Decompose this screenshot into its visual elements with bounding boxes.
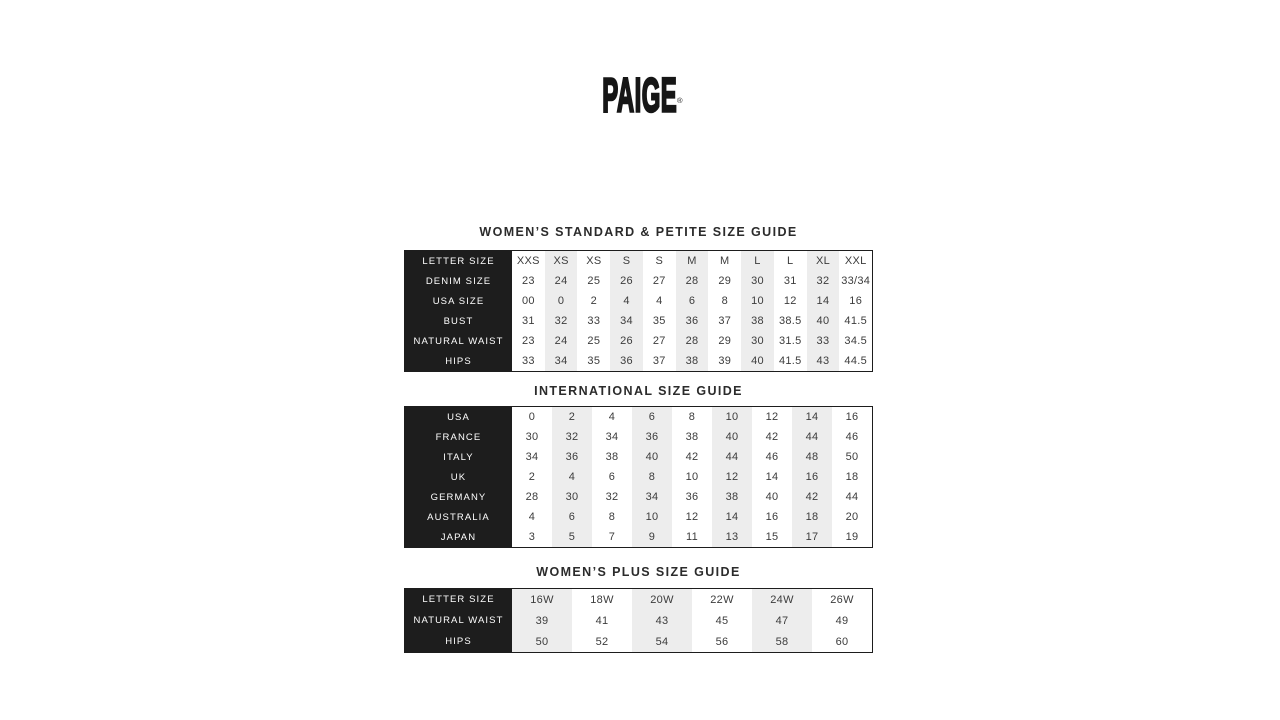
size-cell: 11 bbox=[672, 527, 712, 547]
size-cell: 2 bbox=[577, 291, 610, 311]
size-cell: 38 bbox=[676, 351, 709, 371]
size-cell: 34 bbox=[512, 447, 552, 467]
size-cell: 18 bbox=[832, 467, 872, 487]
size-cell: L bbox=[741, 251, 774, 271]
size-cell: 10 bbox=[632, 507, 672, 527]
size-cell: 38 bbox=[592, 447, 632, 467]
size-cell: 39 bbox=[708, 351, 741, 371]
size-cell: M bbox=[676, 251, 709, 271]
size-cell: 44 bbox=[712, 447, 752, 467]
size-cell: 13 bbox=[712, 527, 752, 547]
size-cell: 40 bbox=[712, 427, 752, 447]
table-row bbox=[405, 467, 872, 487]
size-cell: 32 bbox=[552, 427, 592, 447]
size-cell: 30 bbox=[552, 487, 592, 507]
size-cell: 16 bbox=[752, 507, 792, 527]
size-cell: XXL bbox=[839, 251, 872, 271]
size-cell: 37 bbox=[708, 311, 741, 331]
table-row bbox=[405, 331, 872, 351]
size-cell: 34.5 bbox=[839, 331, 872, 351]
size-cell: 24W bbox=[752, 589, 812, 610]
size-cell: 0 bbox=[545, 291, 578, 311]
size-cell: M bbox=[708, 251, 741, 271]
size-cell: 4 bbox=[610, 291, 643, 311]
row-label: JAPAN bbox=[405, 527, 512, 547]
size-cell: 28 bbox=[512, 487, 552, 507]
row-label: DENIM SIZE bbox=[405, 271, 512, 291]
row-label: HIPS bbox=[405, 351, 512, 371]
row-label: NATURAL WAIST bbox=[405, 610, 512, 631]
size-cell: 38 bbox=[672, 427, 712, 447]
size-cell: 58 bbox=[752, 631, 812, 652]
brand-logo[interactable] bbox=[0, 67, 1280, 123]
size-cell: 41.5 bbox=[774, 351, 807, 371]
size-cell: 12 bbox=[774, 291, 807, 311]
size-cell: 12 bbox=[672, 507, 712, 527]
size-cell: 17 bbox=[792, 527, 832, 547]
size-cell: XS bbox=[545, 251, 578, 271]
plus-guide-title: WOMEN’S PLUS SIZE GUIDE bbox=[536, 565, 741, 579]
size-cell: 3 bbox=[512, 527, 552, 547]
size-cell: 14 bbox=[752, 467, 792, 487]
size-cell: 43 bbox=[632, 610, 692, 631]
size-cell: 24 bbox=[545, 271, 578, 291]
size-cell: 50 bbox=[832, 447, 872, 467]
brand-logo-text: PAIGE bbox=[602, 67, 678, 123]
size-cell: 52 bbox=[572, 631, 632, 652]
row-label: USA bbox=[405, 407, 512, 427]
size-cell: 12 bbox=[712, 467, 752, 487]
size-cell: XS bbox=[577, 251, 610, 271]
size-cell: S bbox=[610, 251, 643, 271]
size-cell: 16 bbox=[832, 407, 872, 427]
size-cell: 32 bbox=[807, 271, 840, 291]
row-label: NATURAL WAIST bbox=[405, 331, 512, 351]
size-cell: 29 bbox=[708, 331, 741, 351]
row-label: LETTER SIZE bbox=[405, 589, 512, 610]
table-row bbox=[405, 291, 872, 311]
size-cell: 00 bbox=[512, 291, 545, 311]
size-cell: 10 bbox=[672, 467, 712, 487]
size-cell: 36 bbox=[632, 427, 672, 447]
size-cell: 44.5 bbox=[839, 351, 872, 371]
table-row bbox=[405, 507, 872, 527]
size-cell: 33 bbox=[512, 351, 545, 371]
size-cell: 26W bbox=[812, 589, 872, 610]
size-cell: 40 bbox=[752, 487, 792, 507]
size-cell: 16 bbox=[839, 291, 872, 311]
size-cell: 40 bbox=[807, 311, 840, 331]
size-cell: 26 bbox=[610, 331, 643, 351]
row-label: GERMANY bbox=[405, 487, 512, 507]
size-cell: 30 bbox=[741, 271, 774, 291]
table-row bbox=[405, 487, 872, 507]
size-cell: 38 bbox=[712, 487, 752, 507]
international-guide-title: INTERNATIONAL SIZE GUIDE bbox=[534, 384, 743, 398]
size-cell: 42 bbox=[672, 447, 712, 467]
size-cell: 2 bbox=[512, 467, 552, 487]
size-cell: 32 bbox=[592, 487, 632, 507]
size-cell: 31.5 bbox=[774, 331, 807, 351]
size-cell: 50 bbox=[512, 631, 572, 652]
size-cell: XXS bbox=[512, 251, 545, 271]
size-cell: 40 bbox=[632, 447, 672, 467]
size-cell: 7 bbox=[592, 527, 632, 547]
size-cell: 32 bbox=[545, 311, 578, 331]
size-cell: 36 bbox=[672, 487, 712, 507]
size-cell: 40 bbox=[741, 351, 774, 371]
size-cell: 6 bbox=[592, 467, 632, 487]
size-cell: 6 bbox=[552, 507, 592, 527]
size-cell: 28 bbox=[676, 271, 709, 291]
size-cell: 22W bbox=[692, 589, 752, 610]
table-row bbox=[405, 251, 872, 271]
table-row bbox=[405, 407, 872, 427]
row-label: ITALY bbox=[405, 447, 512, 467]
size-cell: 47 bbox=[752, 610, 812, 631]
size-cell: 8 bbox=[672, 407, 712, 427]
size-cell: 33 bbox=[577, 311, 610, 331]
table-row bbox=[405, 311, 872, 331]
size-cell: 23 bbox=[512, 331, 545, 351]
size-cell: 24 bbox=[545, 331, 578, 351]
size-cell: 44 bbox=[832, 487, 872, 507]
size-cell: 43 bbox=[807, 351, 840, 371]
size-cell: 42 bbox=[792, 487, 832, 507]
size-cell: 36 bbox=[552, 447, 592, 467]
size-cell: 48 bbox=[792, 447, 832, 467]
size-cell: 28 bbox=[676, 331, 709, 351]
size-cell: 14 bbox=[712, 507, 752, 527]
standard-petite-size-table bbox=[404, 250, 873, 372]
size-cell: 35 bbox=[577, 351, 610, 371]
size-cell: 37 bbox=[643, 351, 676, 371]
size-cell: 4 bbox=[552, 467, 592, 487]
size-cell: 46 bbox=[832, 427, 872, 447]
size-cell: 14 bbox=[792, 407, 832, 427]
table-row bbox=[405, 427, 872, 447]
size-cell: 44 bbox=[792, 427, 832, 447]
size-guides bbox=[404, 225, 873, 653]
row-label: LETTER SIZE bbox=[405, 251, 512, 271]
size-cell: 30 bbox=[512, 427, 552, 447]
size-cell: 5 bbox=[552, 527, 592, 547]
size-cell: 36 bbox=[676, 311, 709, 331]
size-cell: 56 bbox=[692, 631, 752, 652]
size-cell: 18 bbox=[792, 507, 832, 527]
table-row bbox=[405, 631, 872, 652]
size-cell: 20W bbox=[632, 589, 692, 610]
size-cell: 9 bbox=[632, 527, 672, 547]
registered-trademark-icon: ® bbox=[677, 96, 683, 105]
size-cell: 41.5 bbox=[839, 311, 872, 331]
size-cell: 20 bbox=[832, 507, 872, 527]
size-cell: 31 bbox=[774, 271, 807, 291]
row-label: FRANCE bbox=[405, 427, 512, 447]
table-row bbox=[405, 271, 872, 291]
size-cell: 4 bbox=[592, 407, 632, 427]
size-cell: 30 bbox=[741, 331, 774, 351]
size-cell: 23 bbox=[512, 271, 545, 291]
size-cell: 27 bbox=[643, 331, 676, 351]
size-cell: 19 bbox=[832, 527, 872, 547]
size-cell: 26 bbox=[610, 271, 643, 291]
row-label: HIPS bbox=[405, 631, 512, 652]
size-cell: 18W bbox=[572, 589, 632, 610]
size-cell: 25 bbox=[577, 331, 610, 351]
table-row bbox=[405, 589, 872, 610]
size-cell: 60 bbox=[812, 631, 872, 652]
table-row bbox=[405, 447, 872, 467]
size-cell: 29 bbox=[708, 271, 741, 291]
size-cell: 8 bbox=[708, 291, 741, 311]
size-cell: 34 bbox=[632, 487, 672, 507]
size-cell: 42 bbox=[752, 427, 792, 447]
size-cell: 15 bbox=[752, 527, 792, 547]
size-cell: 34 bbox=[610, 311, 643, 331]
size-cell: 8 bbox=[632, 467, 672, 487]
size-cell: 10 bbox=[741, 291, 774, 311]
size-cell: 16 bbox=[792, 467, 832, 487]
size-cell: 45 bbox=[692, 610, 752, 631]
size-cell: L bbox=[774, 251, 807, 271]
size-cell: 39 bbox=[512, 610, 572, 631]
size-cell: 14 bbox=[807, 291, 840, 311]
size-cell: 33/34 bbox=[839, 271, 872, 291]
table-row bbox=[405, 527, 872, 547]
size-cell: 16W bbox=[512, 589, 572, 610]
size-cell: 4 bbox=[643, 291, 676, 311]
size-cell: S bbox=[643, 251, 676, 271]
size-cell: 10 bbox=[712, 407, 752, 427]
size-cell: 0 bbox=[512, 407, 552, 427]
international-size-table bbox=[404, 406, 873, 548]
size-cell: 46 bbox=[752, 447, 792, 467]
size-cell: 33 bbox=[807, 331, 840, 351]
size-cell: 2 bbox=[552, 407, 592, 427]
size-cell: 8 bbox=[592, 507, 632, 527]
size-cell: 34 bbox=[592, 427, 632, 447]
size-cell: XL bbox=[807, 251, 840, 271]
table-row bbox=[405, 351, 872, 371]
size-cell: 54 bbox=[632, 631, 692, 652]
size-cell: 6 bbox=[632, 407, 672, 427]
row-label: UK bbox=[405, 467, 512, 487]
size-cell: 41 bbox=[572, 610, 632, 631]
standard-petite-guide-title: WOMEN’S STANDARD & PETITE SIZE GUIDE bbox=[479, 225, 798, 239]
size-cell: 38.5 bbox=[774, 311, 807, 331]
size-cell: 4 bbox=[512, 507, 552, 527]
size-cell: 35 bbox=[643, 311, 676, 331]
size-cell: 38 bbox=[741, 311, 774, 331]
row-label: AUSTRALIA bbox=[405, 507, 512, 527]
plus-size-table bbox=[404, 588, 873, 653]
size-cell: 27 bbox=[643, 271, 676, 291]
size-cell: 36 bbox=[610, 351, 643, 371]
size-cell: 49 bbox=[812, 610, 872, 631]
size-cell: 31 bbox=[512, 311, 545, 331]
size-cell: 34 bbox=[545, 351, 578, 371]
row-label: USA SIZE bbox=[405, 291, 512, 311]
size-cell: 25 bbox=[577, 271, 610, 291]
size-cell: 12 bbox=[752, 407, 792, 427]
size-cell: 6 bbox=[676, 291, 709, 311]
table-row bbox=[405, 610, 872, 631]
row-label: BUST bbox=[405, 311, 512, 331]
